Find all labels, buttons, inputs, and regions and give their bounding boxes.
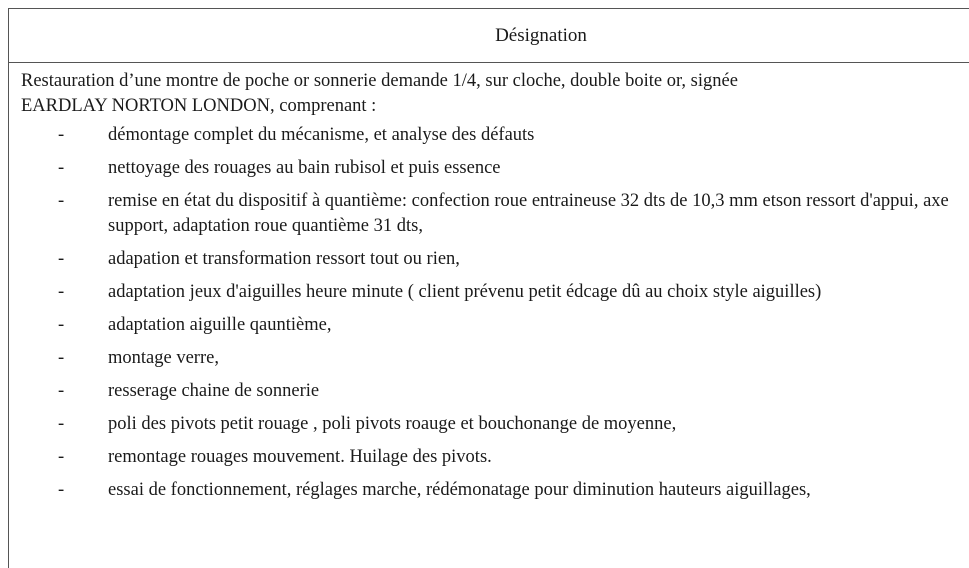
bullet-dash: - bbox=[58, 414, 65, 434]
table-body-cell bbox=[9, 63, 969, 503]
list-item bbox=[21, 247, 963, 272]
list-item-text: remontage rouages mouvement. Huilage des pivots. bbox=[108, 447, 492, 467]
list-item-text: nettoyage des rouages au bain rubisol et puis essence bbox=[108, 158, 501, 178]
list-item-text: essai de fonctionnement, réglages marche, rédémonatage pour diminution hauteurs aiguillages, bbox=[108, 480, 811, 500]
list-item bbox=[21, 313, 963, 338]
intro-paragraph bbox=[21, 69, 963, 119]
bullet-dash: - bbox=[58, 480, 65, 500]
bullet-dash: - bbox=[58, 158, 65, 178]
bullet-dash: - bbox=[58, 315, 65, 335]
list-item bbox=[21, 478, 963, 503]
bullet-dash: - bbox=[58, 125, 65, 145]
list-item-text: adapation et transformation ressort tout ou rien, bbox=[108, 249, 460, 269]
list-item bbox=[21, 379, 963, 404]
table-header-designation: Désignation bbox=[9, 9, 969, 63]
list-item bbox=[21, 412, 963, 437]
list-item-text: adaptation jeux d'aiguilles heure minute ( client prévenu petit édcage dû au choix style aiguilles) bbox=[108, 282, 822, 302]
list-item bbox=[21, 346, 963, 371]
bullet-dash: - bbox=[58, 282, 65, 302]
list-item bbox=[21, 156, 963, 181]
list-item-text: resserage chaine de sonnerie bbox=[108, 381, 320, 401]
list-item-text: adaptation aiguille qauntième, bbox=[108, 315, 332, 335]
list-item bbox=[21, 280, 963, 305]
bullet-dash: - bbox=[58, 447, 65, 467]
list-item bbox=[21, 189, 963, 239]
list-item bbox=[21, 123, 963, 148]
bullet-dash: - bbox=[58, 249, 65, 269]
list-item-text: poli des pivots petit rouage , poli pivots roauge et bouchonange de moyenne, bbox=[108, 414, 677, 434]
list-item-text: montage verre, bbox=[108, 348, 219, 368]
intro-line-2: EARDLAY NORTON LONDON, comprenant : bbox=[21, 96, 377, 116]
list-item bbox=[21, 445, 963, 470]
bullet-dash: - bbox=[58, 191, 65, 211]
list-item-text: remise en état du dispositif à quantième: confection roue entraineuse 32 dts de 10,3 mm etson ressort d'appui, axe support, adaptation roue quantième 31 dts, bbox=[108, 191, 949, 236]
work-item-list bbox=[21, 123, 963, 503]
designation-table bbox=[8, 8, 969, 568]
bullet-dash: - bbox=[58, 381, 65, 401]
intro-line-1: Restauration d’une montre de poche or sonnerie demande 1/4, sur cloche, double boite or, signée bbox=[21, 71, 738, 91]
bullet-dash: - bbox=[58, 348, 65, 368]
list-item-text: démontage complet du mécanisme, et analyse des défauts bbox=[108, 125, 535, 145]
